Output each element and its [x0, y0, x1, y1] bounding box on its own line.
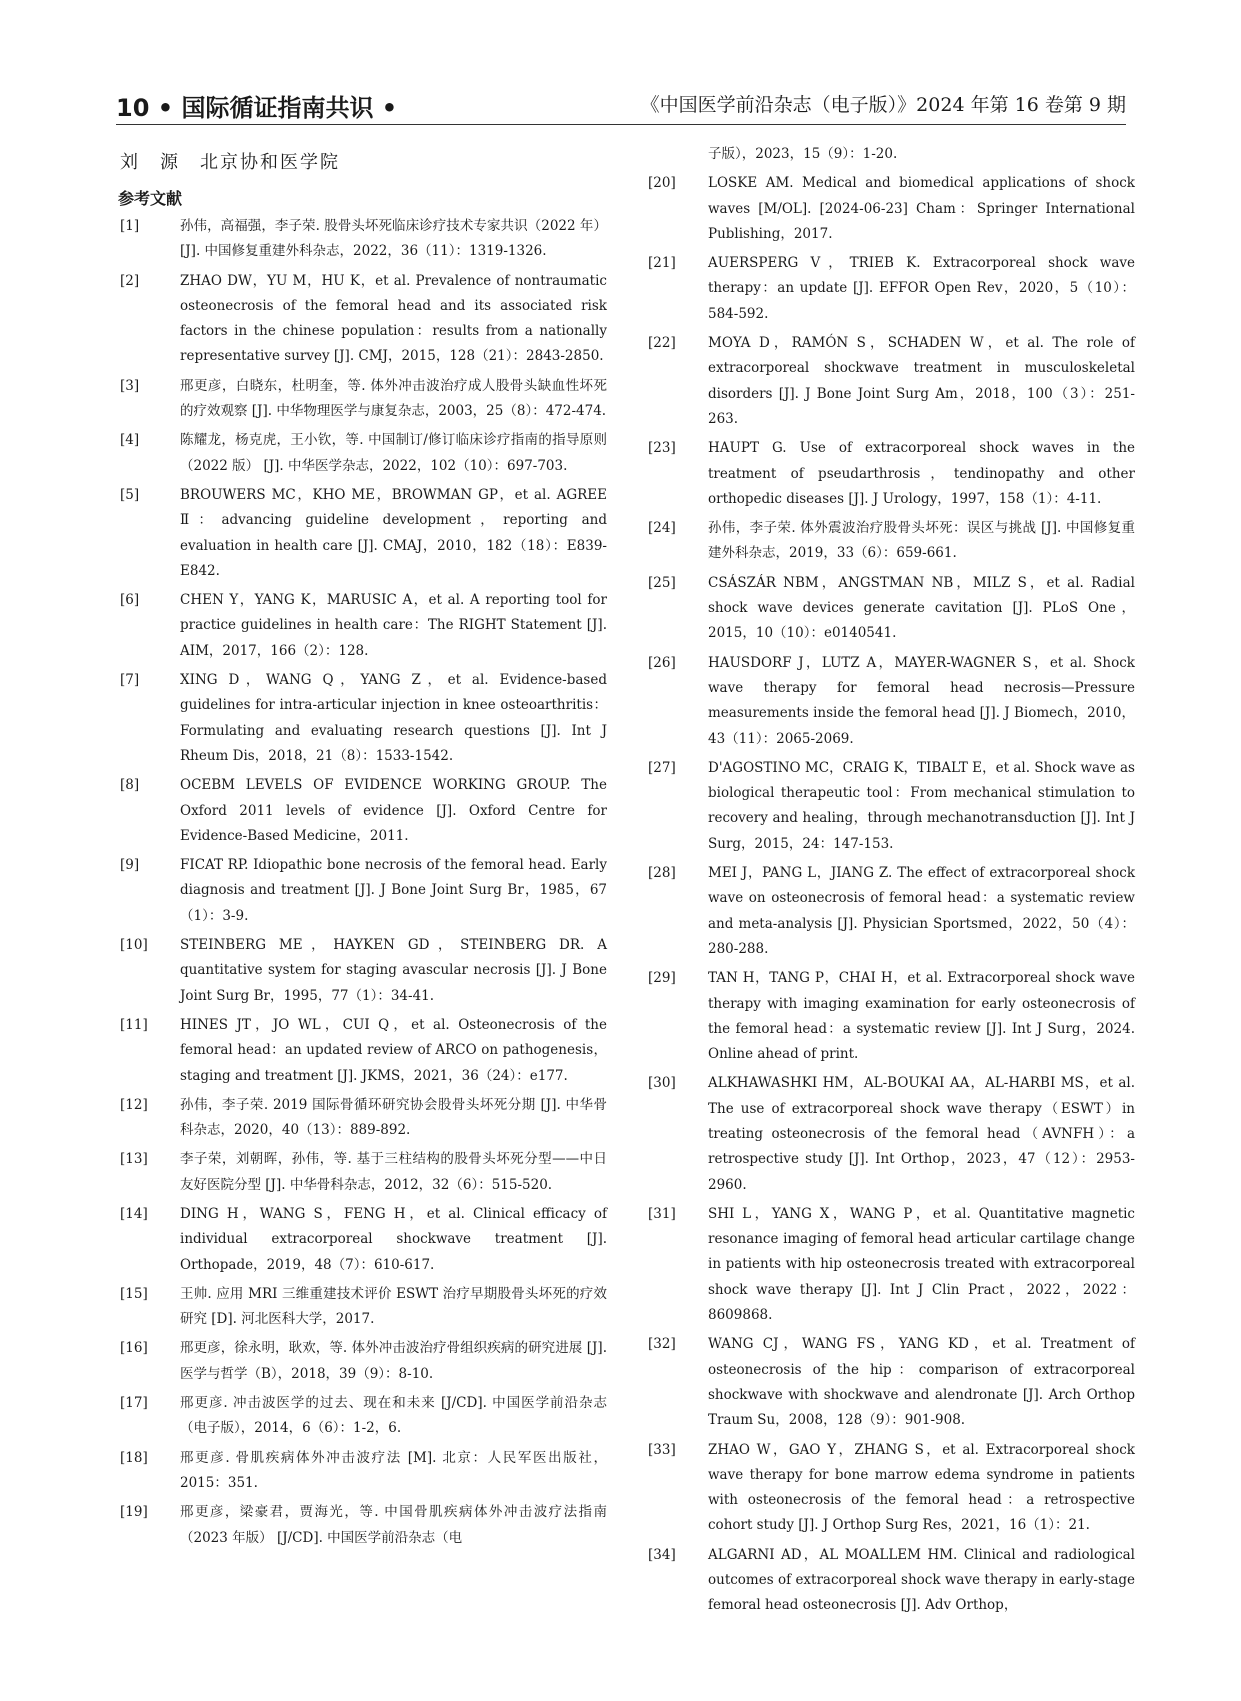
- reference-item: [120, 1147, 607, 1198]
- reference-text: BROUWERS MC，KHO ME，BROWMAN GP，et al. AGREE Ⅱ：advancing guideline development，reporting and evaluation in health care [J]. CMAJ，2010，182（18）：E839-E842.: [180, 486, 607, 579]
- reference-number: [22]: [648, 335, 676, 352]
- reference-text: 孙伟，李子荣. 2019 国际骨循环研究协会股骨头坏死分期 [J]. 中华骨科杂志，2020，40（13）：889-892.: [180, 1096, 607, 1139]
- reference-number: [16]: [120, 1340, 148, 1357]
- reference-list-right: [648, 171, 1135, 1618]
- reference-number: [19]: [120, 1504, 148, 1521]
- reference-item: [120, 428, 607, 479]
- header-divider: [116, 124, 1126, 125]
- reference-number: [15]: [120, 1285, 148, 1302]
- references-left-column: [120, 214, 607, 1555]
- reference-number: [7]: [120, 672, 140, 689]
- journal-issue: 《中国医学前沿杂志（电子版）》2024 年第 16 卷第 9 期: [640, 94, 1126, 116]
- reference-text: 陈耀龙，杨克虎，王小钦，等. 中国制订/修订临床诊疗指南的指导原则（2022 版） [J]. 中华医学杂志，2022，102（10）：697-703.: [180, 432, 607, 474]
- reference-text: TAN H，TANG P，CHAI H，et al. Extracorporeal shock wave therapy with imaging examination for early osteonecrosis of the femoral head：a systematic review [J]. Int J Surg，2024. Online ahead of print.: [708, 970, 1135, 1063]
- reference-text: HINES JT，JO WL，CUI Q，et al. Osteonecrosis of the femoral head：an updated review of ARCO on pathogenesis，staging and treatment [J]. JKMS，2021，36（24）：e177.: [180, 1016, 607, 1084]
- reference-text: DING H，WANG S，FENG H，et al. Clinical efficacy of individual extracorporeal shockwave treatment [J]. Orthopade，2019，48（7）：610-617.: [180, 1205, 607, 1273]
- reference-text: MEI J，PANG L，JIANG Z. The effect of extracorporeal shock wave on osteonecrosis of femoral head：a systematic review and meta-analysis [J]. Physician Sportsmed，2022，50（4）：280-288.: [708, 865, 1135, 957]
- reference-number: [21]: [648, 255, 676, 272]
- reference-continuation: 子版），2023，15（9）：1-20.: [708, 146, 898, 162]
- reference-text: ALGARNI AD，AL MOALLEM HM. Clinical and radiological outcomes of extracorporeal shock wave therapy in early-stage femoral head osteonecrosis [J]. Adv Orthop，: [708, 1546, 1135, 1614]
- reference-item: [648, 1071, 1135, 1197]
- reference-text: 邢更彦，白晓东，杜明奎，等. 体外冲击波治疗成人股骨头缺血性坏死的疗效观察 [J]. 中华物理医学与康复杂志，2003，25（8）：472-474.: [180, 377, 607, 420]
- reference-number: [27]: [648, 759, 676, 776]
- reference-item: [120, 1013, 607, 1089]
- reference-text: STEINBERG ME，HAYKEN GD，STEINBERG DR. A quantitative system for staging avascular necrosis [J]. J Bone Joint Surg Br，1995，77（1）：34-41.: [180, 937, 607, 1004]
- reference-number: [5]: [120, 486, 140, 503]
- reference-text: 李子荣，刘朝晖，孙伟，等. 基于三柱结构的股骨头坏死分型——中日友好医院分型 [J]. 中华骨科杂志，2012，32（6）：515-520.: [180, 1151, 607, 1193]
- reference-item: [120, 933, 607, 1009]
- reference-number: [13]: [120, 1151, 148, 1168]
- reference-number: [9]: [120, 857, 140, 874]
- reference-item: [648, 756, 1135, 857]
- reference-text: OCEBM LEVELS OF EVIDENCE WORKING GROUP. The Oxford 2011 levels of evidence [J]. Oxford Centre for Evidence-Based Medicine，2011.: [180, 777, 607, 844]
- reference-text: 孙伟，高福强，李子荣. 股骨头坏死临床诊疗技术专家共识（2022 年） [J]. 中国修复重建外科杂志，2022，36（11）：1319-1326.: [180, 218, 607, 260]
- reference-item: [120, 1282, 607, 1333]
- reference-number: [33]: [648, 1441, 676, 1458]
- reference-text: ZHAO W，GAO Y，ZHANG S，et al. Extracorporeal shock wave therapy for bone marrow edema syndrome in patients with osteonecrosis of the femoral head：a retrospective cohort study [J]. J Orthop Surg Res，2021，16（1）：21.: [708, 1441, 1135, 1534]
- reference-item: [120, 773, 607, 849]
- reference-item: [120, 853, 607, 929]
- reference-item: [120, 668, 607, 769]
- author-line: 刘 源 北京协和医学院: [120, 152, 340, 173]
- reference-number: [3]: [120, 377, 140, 394]
- reference-number: [1]: [120, 218, 140, 234]
- reference-item: [648, 1202, 1135, 1328]
- reference-text: 邢更彦. 骨肌疾病体外冲击波疗法 [M]. 北京：人民军医出版社，2015：351.: [180, 1449, 607, 1491]
- reference-number: [2]: [120, 272, 140, 289]
- reference-number: [12]: [120, 1096, 148, 1113]
- reference-number: [23]: [648, 440, 676, 457]
- reference-item: [120, 483, 607, 584]
- reference-text: 邢更彦，梁豪君，贾海光，等. 中国骨肌疾病体外冲击波疗法指南（2023 年版） [J/CD]. 中国医学前沿杂志（电: [180, 1504, 607, 1546]
- reference-number: [18]: [120, 1449, 148, 1466]
- reference-number: [10]: [120, 937, 148, 954]
- reference-item: [648, 436, 1135, 512]
- reference-item: [120, 588, 607, 664]
- reference-item: [648, 651, 1135, 752]
- reference-text: CHEN Y，YANG K，MARUSIC A，et al. A reporting tool for practice guidelines in health care：The RIGHT Statement [J]. AIM，2017，166（2）：128.: [180, 592, 607, 659]
- reference-text: 邢更彦. 冲击波医学的过去、现在和未来 [J/CD]. 中国医学前沿杂志（电子版），2014，6（6）：1-2，6.: [180, 1395, 607, 1437]
- reference-number: [25]: [648, 574, 676, 591]
- reference-item: [648, 171, 1135, 247]
- reference-text: HAUPT G. Use of extracorporeal shock waves in the treatment of pseudarthrosis，tendinopathy and other orthopedic diseases [J]. J Urology，1997，158（1）：4-11.: [708, 440, 1135, 507]
- reference-item: [648, 331, 1135, 432]
- reference-item: [120, 214, 607, 265]
- reference-item: [648, 251, 1135, 327]
- reference-text: CSÁSZÁR NBM，ANGSTMAN NB，MILZ S，et al. Radial shock wave devices generate cavitation [J]. PLoS One，2015，10（10）：e0140541.: [708, 574, 1135, 642]
- reference-number: [28]: [648, 865, 676, 882]
- reference-text: HAUSDORF J，LUTZ A，MAYER-WAGNER S，et al. Shock wave therapy for femoral head necrosis—Pressure measurements inside the femoral head [J]. J Biomech，2010，43（11）：2065-2069.: [708, 654, 1135, 747]
- reference-item: [648, 1438, 1135, 1539]
- reference-number: [14]: [120, 1205, 148, 1222]
- reference-number: [17]: [120, 1395, 148, 1412]
- reference-number: [32]: [648, 1336, 676, 1353]
- reference-text: D'AGOSTINO MC，CRAIG K，TIBALT E，et al. Shock wave as biological therapeutic tool：From mechanical stimulation to recovery and healing，through mechanotransduction [J]. Int J Surg，2015，24：147-153.: [708, 759, 1135, 852]
- section-title: 10 • 国际循证指南共识 •: [116, 94, 398, 122]
- reference-number: [29]: [648, 970, 676, 987]
- reference-item: [648, 861, 1135, 962]
- reference-text: FICAT RP. Idiopathic bone necrosis of the femoral head. Early diagnosis and treatment [J]. J Bone Joint Surg Br，1985，67（1）：3-9.: [180, 857, 607, 924]
- reference-number: [34]: [648, 1546, 676, 1563]
- reference-item: [648, 571, 1135, 647]
- reference-number: [24]: [648, 520, 676, 537]
- reference-text: SHI L，YANG X，WANG P，et al. Quantitative magnetic resonance imaging of femoral head articular cartilage change in patients with hip osteonecrosis treated with extracorporeal shock wave therapy [J]. Int J Clin Pract，2022，2022：8609868.: [708, 1205, 1135, 1324]
- reference-text: ZHAO DW，YU M，HU K，et al. Prevalence of nontraumatic osteonecrosis of the femoral head and its associated risk factors in the chinese population：results from a nationally representative survey [J]. CMJ，2015，128（21）：2843-2850.: [180, 272, 607, 365]
- reference-text: XING D，WANG Q，YANG Z，et al. Evidence-based guidelines for intra-articular injection in knee osteoarthritis：Formulating and evaluating research questions [J]. Int J Rheum Dis，2018，21（8）：1533-1542.: [180, 672, 607, 764]
- reference-item: [120, 1446, 607, 1497]
- reference-number: [30]: [648, 1075, 676, 1092]
- reference-number: [31]: [648, 1205, 676, 1222]
- reference-item: [120, 374, 607, 425]
- reference-number: [6]: [120, 592, 140, 609]
- references-right-column: [648, 142, 1135, 1623]
- reference-text: 孙伟，李子荣. 体外震波治疗股骨头坏死：误区与挑战 [J]. 中国修复重建外科杂志，2019，33（6）：659-661.: [708, 520, 1135, 562]
- page-header: [116, 88, 1126, 124]
- references-heading: 参考文献: [118, 189, 183, 208]
- reference-item: [120, 1336, 607, 1387]
- reference-item: [648, 1543, 1135, 1619]
- reference-text: 邢更彦，徐永明，耿欢，等. 体外冲击波治疗骨组织疾病的研究进展 [J]. 医学与哲学（B），2018，39（9）：8-10.: [180, 1340, 607, 1382]
- reference-text: ALKHAWASHKI HM，AL-BOUKAI AA，AL-HARBI MS，et al. The use of extracorporeal shock wave therapy（ESWT）in treating osteonecrosis of the femoral head（AVNFH）：a retrospective study [J]. Int Orthop，2023，47（12）：2953-2960.: [708, 1075, 1135, 1193]
- reference-text: LOSKE AM. Medical and biomedical applications of shock waves [M/OL]. [2024-06-23] Cham：Springer International Publishing，2017.: [708, 175, 1135, 242]
- reference-item: [120, 269, 607, 370]
- reference-number: [20]: [648, 175, 676, 192]
- reference-text: AUERSPERG V，TRIEB K. Extracorporeal shock wave therapy：an update [J]. EFFOR Open Rev，2020，5（10）：584-592.: [708, 255, 1135, 322]
- reference-item: [648, 1332, 1135, 1433]
- reference-text: WANG CJ，WANG FS，YANG KD，et al. Treatment of osteonecrosis of the hip：comparison of extracorporeal shockwave with shockwave and alendronate [J]. Arch Orthop Traum Su，2008，128（9）：901-908.: [708, 1336, 1135, 1429]
- reference-item: [648, 516, 1135, 567]
- reference-number: [8]: [120, 777, 140, 794]
- reference-item: [120, 1093, 607, 1144]
- reference-number: [11]: [120, 1016, 148, 1033]
- reference-text: 王帅. 应用 MRI 三维重建技术评价 ESWT 治疗早期股骨头坏死的疗效研究 [D]. 河北医科大学，2017.: [180, 1285, 607, 1328]
- reference-text: MOYA D，RAMÓN S，SCHADEN W，et al. The role of extracorporeal shockwave treatment in musculoskeletal disorders [J]. J Bone Joint Surg Am，2018，100（3）：251-263.: [708, 335, 1135, 427]
- reference-item: [120, 1500, 607, 1551]
- reference-item: [120, 1202, 607, 1278]
- reference-item: [648, 966, 1135, 1067]
- reference-number: [4]: [120, 432, 140, 449]
- reference-item: [120, 1391, 607, 1442]
- reference-number: [26]: [648, 654, 676, 671]
